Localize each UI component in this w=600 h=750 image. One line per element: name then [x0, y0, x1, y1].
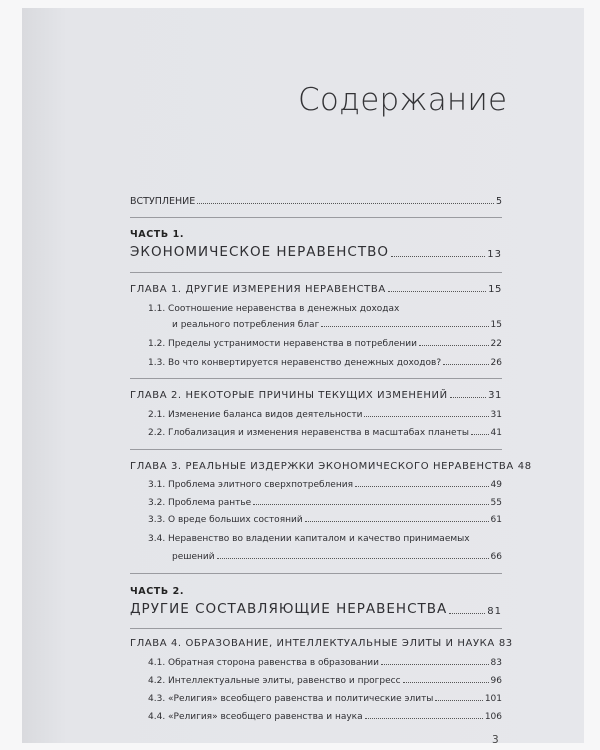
- leader-dots: [449, 613, 485, 614]
- toc-entry-label: ГЛАВА 2. НЕКОТОРЫЕ ПРИЧИНЫ ТЕКУЩИХ ИЗМЕНЕНИЙ: [130, 390, 448, 401]
- toc-entry-section[interactable]: [148, 712, 502, 722]
- toc-entry-label: 4.1. Обратная сторона равенства в образовании: [148, 658, 379, 668]
- leader-dots: [381, 664, 489, 665]
- toc-page-number: 81: [487, 606, 502, 617]
- divider: [130, 449, 502, 450]
- toc-page-number: 106: [484, 712, 502, 722]
- toc-entry-label: 3.2. Проблема рантье: [148, 498, 252, 508]
- toc-page-number: 49: [490, 480, 502, 490]
- leader-dots: [217, 558, 489, 559]
- toc-entry-label: 3.1. Проблема элитного сверхпотребления: [148, 480, 353, 490]
- divider: [130, 378, 502, 379]
- leader-dots: [355, 486, 489, 487]
- book-page: [22, 8, 584, 746]
- toc-page-number: 66: [490, 552, 502, 562]
- toc-entry-section-cont[interactable]: [172, 320, 502, 330]
- toc-entry-label: 1.1. Соотношение неравенства в денежных доходах: [148, 304, 400, 314]
- leader-dots: [364, 416, 488, 417]
- part-kicker: ЧАСТЬ 1.: [130, 229, 185, 240]
- toc-page-number: 61: [490, 515, 502, 525]
- leader-dots: [443, 364, 488, 365]
- toc-page-number: 31: [488, 390, 502, 401]
- page-number: 3: [492, 734, 499, 746]
- toc-entry-section[interactable]: [148, 498, 502, 508]
- part-kicker: ЧАСТЬ 2.: [130, 586, 185, 597]
- leader-dots: [391, 256, 485, 257]
- divider: [130, 573, 502, 574]
- toc-page-number: 48: [517, 461, 532, 472]
- leader-dots: [419, 345, 489, 346]
- toc-entry-section[interactable]: [148, 658, 502, 668]
- toc-entry-section[interactable]: [148, 676, 502, 686]
- toc-entry-label: 4.3. «Религия» всеобщего равенства и политические элиты: [148, 694, 434, 704]
- toc-page-number: 15: [488, 284, 502, 295]
- divider: [130, 628, 502, 629]
- leader-dots: [365, 718, 483, 719]
- toc-entry-label: 3.3. О вреде больших состояний: [148, 515, 303, 525]
- toc-entry-section[interactable]: [148, 534, 502, 544]
- divider: [130, 272, 502, 273]
- leader-dots: [435, 700, 482, 701]
- toc-page-number: 22: [490, 339, 502, 349]
- toc-entry-label: ГЛАВА 1. ДРУГИЕ ИЗМЕРЕНИЯ НЕРАВЕНСТВА: [130, 284, 386, 295]
- toc-entry-label: 4.2. Интеллектуальные элиты, равенство и прогресс: [148, 676, 401, 686]
- leader-dots: [388, 291, 486, 292]
- leader-dots: [197, 203, 494, 204]
- toc-page-number: 55: [490, 498, 502, 508]
- toc-entry-section[interactable]: [148, 480, 502, 490]
- toc-entry-section[interactable]: [148, 358, 502, 368]
- toc-page-number: 41: [490, 428, 502, 438]
- leader-dots: [471, 434, 489, 435]
- toc-entry-label: 1.2. Пределы устранимости неравенства в потреблении: [148, 339, 417, 349]
- toc-entry-part-1[interactable]: [130, 244, 502, 260]
- toc-entry-section-cont[interactable]: [172, 552, 502, 562]
- toc-entry-section[interactable]: [148, 694, 502, 704]
- toc-entry-intro[interactable]: [130, 196, 502, 207]
- toc-entry-chapter-2[interactable]: [130, 390, 502, 401]
- toc-entry-label: и реального потребления благ: [172, 320, 320, 330]
- toc-entry-section[interactable]: [148, 428, 502, 438]
- divider: [130, 217, 502, 218]
- toc-entry-label: 3.4. Неравенство во владении капиталом и качество принимаемых: [148, 534, 470, 544]
- toc-entry-part-2[interactable]: [130, 601, 502, 617]
- toc-page-number: 15: [490, 320, 502, 330]
- toc-entry-chapter-4[interactable]: [130, 638, 513, 649]
- toc-page-number: 96: [490, 676, 502, 686]
- toc-page-number: 13: [487, 249, 502, 260]
- toc-page-number: 83: [498, 638, 513, 649]
- leader-dots: [403, 682, 489, 683]
- toc-entry-label: 2.2. Глобализация и изменения неравенства в масштабах планеты: [148, 428, 469, 438]
- leader-dots: [305, 521, 489, 522]
- toc-entry-label: ГЛАВА 4. ОБРАЗОВАНИЕ, ИНТЕЛЛЕКТУАЛЬНЫЕ ЭЛИТЫ И НАУКА: [130, 638, 495, 649]
- toc-entry-section[interactable]: [148, 515, 502, 525]
- toc-entry-section[interactable]: [148, 304, 502, 314]
- toc-page-number: 5: [495, 196, 502, 207]
- leader-dots: [321, 326, 488, 327]
- toc-entry-label: ДРУГИЕ СОСТАВЛЯЮЩИЕ НЕРАВЕНСТВА: [130, 601, 448, 617]
- toc-entry-section[interactable]: [148, 339, 502, 349]
- toc-entry-label: 2.1. Изменение баланса видов деятельности: [148, 410, 363, 420]
- toc-entry-chapter-3[interactable]: [130, 461, 532, 472]
- leader-dots: [450, 397, 486, 398]
- toc-page-number: 26: [490, 358, 502, 368]
- toc-page-number: 101: [484, 694, 502, 704]
- page-title: Содержание: [298, 82, 508, 118]
- toc-entry-label: 1.3. Во что конвертируется неравенство денежных доходов?: [148, 358, 442, 368]
- toc-entry-chapter-1[interactable]: [130, 284, 502, 295]
- leader-dots: [253, 504, 488, 505]
- toc-entry-label: ГЛАВА 3. РЕАЛЬНЫЕ ИЗДЕРЖКИ ЭКОНОМИЧЕСКОГО НЕРАВЕНСТВА: [130, 461, 514, 472]
- toc-entry-label: ЭКОНОМИЧЕСКОЕ НЕРАВЕНСТВО: [130, 244, 389, 260]
- toc-entry-label: решений: [172, 552, 215, 562]
- toc-page-number: 83: [490, 658, 502, 668]
- toc-page-number: 31: [490, 410, 502, 420]
- toc-entry-label: ВСТУПЛЕНИЕ: [130, 196, 196, 207]
- toc-entry-section[interactable]: [148, 410, 502, 420]
- toc-entry-label: 4.4. «Религия» всеобщего равенства и наука: [148, 712, 363, 722]
